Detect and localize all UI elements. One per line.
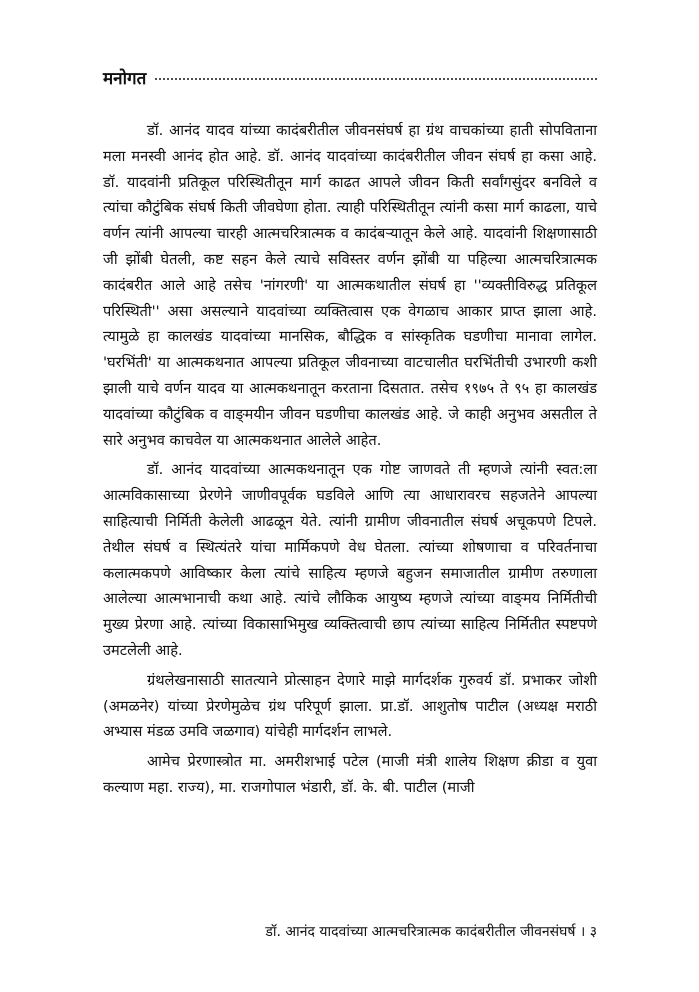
paragraph: डॉ. आनंद यादवांच्या आत्मकथनातून एक गोष्ट जाणवते ती म्हणजे त्यांनी स्वत:ला आत्मविकासाच्या प्रेरणेने जाणीवपूर्वक घडविले आणि त्या आधारावरच सहजतेने आपल्या साहित्याची निर्मिती केलेली आढळून येते. त्यांनी ग्रामीण जीवनातील संघर्ष अचूकपणे टिपले. तेथील संघर्ष व स्थित्यंतरे यांचा मार्मिकपणे वेध घेतला. त्यांच्या शोषणाचा व परिवर्तनाचा कलात्मकपणे आविष्कार केला त्यांचे साहित्य म्हणजे बहुजन समाजातील ग्रामीण तरुणाला आलेल्या आत्मभानाची कथा आहे. त्यांचे लौकिक आयुष्य म्हणजे त्यांच्या वाङ्‌मय निर्मितीची मुख्य प्रेरणा आहे. त्यांच्या विकासाभिमुख व्यक्तित्वाची छाप त्यांच्या साहित्य निर्मितीत स्पष्टपणे उमटलेली आहे. [103, 461, 597, 659]
paragraph: आमेच प्रेरणास्त्रोत मा. अमरीशभाई पटेल (माजी मंत्री शालेय शिक्षण क्रीडा व युवा कल्याण महा. राज्य), मा. राजगोपाल भंडारी, डॉ. के. बी. पाटील (माजी [103, 753, 597, 796]
header-decorative-rule [154, 77, 597, 82]
page-footer: डॉ. आनंद यादवांच्या आत्मचरित्रात्मक कादंबरीतील जीवनसंघर्ष । ३ [265, 924, 597, 940]
chapter-header [103, 62, 597, 92]
paragraph: डॉ. आनंद यादव यांच्या कादंबरीतील जीवनसंघर्ष हा ग्रंथ वाचकांच्या हाती सोपविताना मला मनस्वी आनंद होत आहे. डॉ. आनंद यादवांच्या कादंबरीतील जीवन संघर्ष हा कसा आहे. डॉ. यादवांनी प्रतिकूल परिस्थितीतून मार्ग काढत आपले जीवन किती सर्वांगसुंदर बनविले व त्यांचा कौटुंबिक संघर्ष किती जीवघेणा होता. त्याही परिस्थितीतून त्यांनी कसा मार्ग काढला, याचे वर्णन त्यांनी आपल्या चारही आत्मचरित्रात्मक व कादंबऱ्यातून केले आहे. यादवांनी शिक्षणासाठी जी झोंबी घेतली, कष्ट सहन केले त्याचे सविस्तर वर्णन झोंबी या पहिल्या आत्मचरित्रात्मक कादंबरीत आले आहे तसेच 'नांगरणी' या आत्मकथातील संघर्ष हा ''व्यक्तीविरुद्ध प्रतिकूल परिस्थिती'' असा असल्याने यादवांच्या व्यक्तित्वास एक वेगळाच आकार प्राप्त झाला आहे. त्यामुळे हा कालखंड यादवांच्या मानसिक, बौद्धिक व सांस्कृतिक घडणीचा मानावा लागेल. 'घरभिंती' या आत्मकथनात आपल्या प्रतिकूल जीवनाच्या वाटचालीत घरभिंतीची उभारणी कशी झाली याचे वर्णन यादव या आत्मकथनातून करताना दिसतात. तसेच १९७५ ते ९५ हा कालखंड यादवांच्या कौटुंबिक व वाङ्‌मयीन जीवन घडणीचा कालखंड आहे. जे काही अनुभव असतील ते सारे अनुभव काचवेल या आत्मकथनात आलेले आहेत. [103, 122, 597, 449]
body-text [103, 118, 597, 805]
chapter-title: मनोगत [103, 68, 147, 89]
paragraph: ग्रंथलेखनासाठी सातत्याने प्रोत्साहन देणारे माझे मार्गदर्शक गुरुवर्य डॉ. प्रभाकर जोशी (अमळनेर) यांच्या प्रेरणेमुळेच ग्रंथ परिपूर्ण झाला. प्रा.डॉ. आशुतोष पाटील (अध्यक्ष मराठी अभ्यास मंडळ उमवि जळगाव) यांचेही मार्गदर्शन लाभले. [103, 671, 597, 741]
